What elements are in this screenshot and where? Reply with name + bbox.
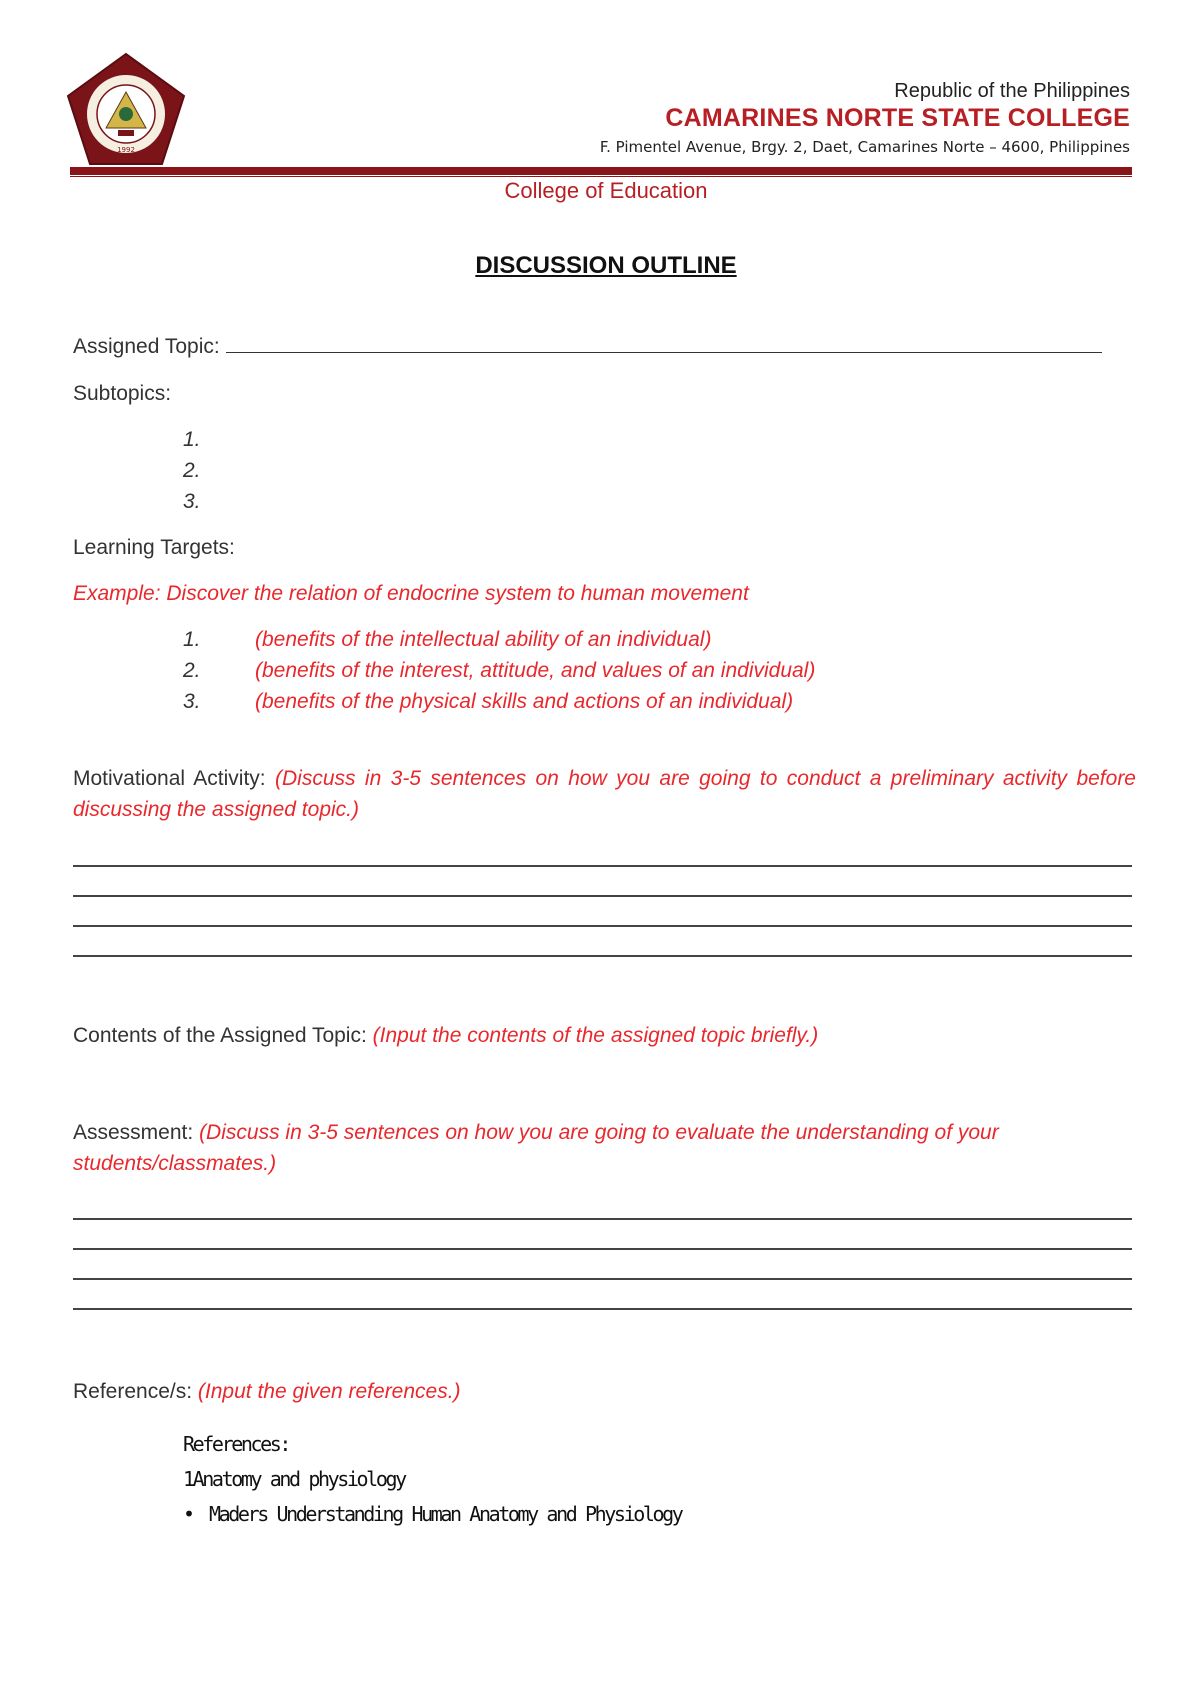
answer-line[interactable] (73, 925, 1132, 927)
learning-target-number: 2. (183, 659, 201, 682)
assigned-topic-row (73, 335, 1136, 359)
subtopic-item: 3. (183, 490, 201, 513)
republic-label: Republic of the Philippines (894, 80, 1130, 102)
answer-line[interactable] (73, 1248, 1132, 1250)
assessment-section (73, 1117, 1136, 1179)
learning-target-text: (benefits of the intellectual ability of an individual) (255, 628, 712, 651)
references-section (73, 1380, 461, 1404)
answer-line[interactable] (73, 1308, 1132, 1310)
answer-line[interactable] (73, 1278, 1132, 1280)
page-title: DISCUSSION OUTLINE (475, 252, 737, 279)
assigned-topic-label: Assigned Topic: (73, 335, 220, 358)
contents-label: Contents of the Assigned Topic: (73, 1024, 367, 1047)
contents-section (73, 1024, 818, 1048)
learning-target-text: (benefits of the physical skills and actions of an individual) (255, 690, 794, 713)
assessment-label: Assessment: (73, 1121, 194, 1144)
seal-year: 1992 (117, 146, 135, 154)
subtopic-item: 1. (183, 428, 201, 451)
reference-item (183, 1502, 681, 1526)
references-instruction: (Input the given references.) (197, 1380, 461, 1403)
learning-target-number: 1. (183, 628, 201, 651)
answer-line[interactable] (73, 865, 1132, 867)
header-divider (70, 167, 1132, 175)
subtopic-item: 2. (183, 459, 201, 482)
college-seal-logo (66, 52, 186, 166)
college-address: F. Pimentel Avenue, Brgy. 2, Daet, Camarines Norte – 4600, Philippines (599, 138, 1130, 156)
assessment-instruction: (Discuss in 3-5 sentences on how you are going to evaluate the understanding of your students/classmates.) (73, 1121, 999, 1175)
motivational-activity-label: Motivational Activity: (73, 767, 266, 790)
header-divider-thin (70, 176, 1132, 177)
answer-line[interactable] (73, 955, 1132, 957)
assigned-topic-blank[interactable] (226, 352, 1102, 353)
contents-instruction: (Input the contents of the assigned topic briefly.) (372, 1024, 819, 1047)
learning-target-item (183, 628, 711, 652)
learning-target-item (183, 659, 815, 683)
bullet-icon: • (183, 1502, 196, 1526)
learning-target-number: 3. (183, 690, 201, 713)
learning-targets-label: Learning Targets: (73, 536, 235, 559)
references-heading: References: (183, 1432, 290, 1456)
learning-targets-example: Example: Discover the relation of endocrine system to human movement (73, 582, 749, 605)
subtopics-label: Subtopics: (73, 382, 172, 405)
learning-target-item (183, 690, 793, 714)
motivational-activity-section (73, 763, 1136, 825)
answer-line[interactable] (73, 1218, 1132, 1220)
reference-item: 1Anatomy and physiology (183, 1467, 405, 1491)
learning-target-text: (benefits of the interest, attitude, and values of an individual) (255, 659, 816, 682)
references-label: Reference/s: (73, 1380, 193, 1403)
answer-line[interactable] (73, 895, 1132, 897)
motivational-activity-instruction: (Discuss in 3-5 sentences on how you are going to conduct a preliminary activity before discussing the assigned topic.) (73, 767, 1136, 821)
reference-text: Maders Understanding Human Anatomy and Physiology (209, 1502, 682, 1526)
department-label: College of Education (504, 178, 708, 203)
college-name: CAMARINES NORTE STATE COLLEGE (665, 104, 1130, 132)
